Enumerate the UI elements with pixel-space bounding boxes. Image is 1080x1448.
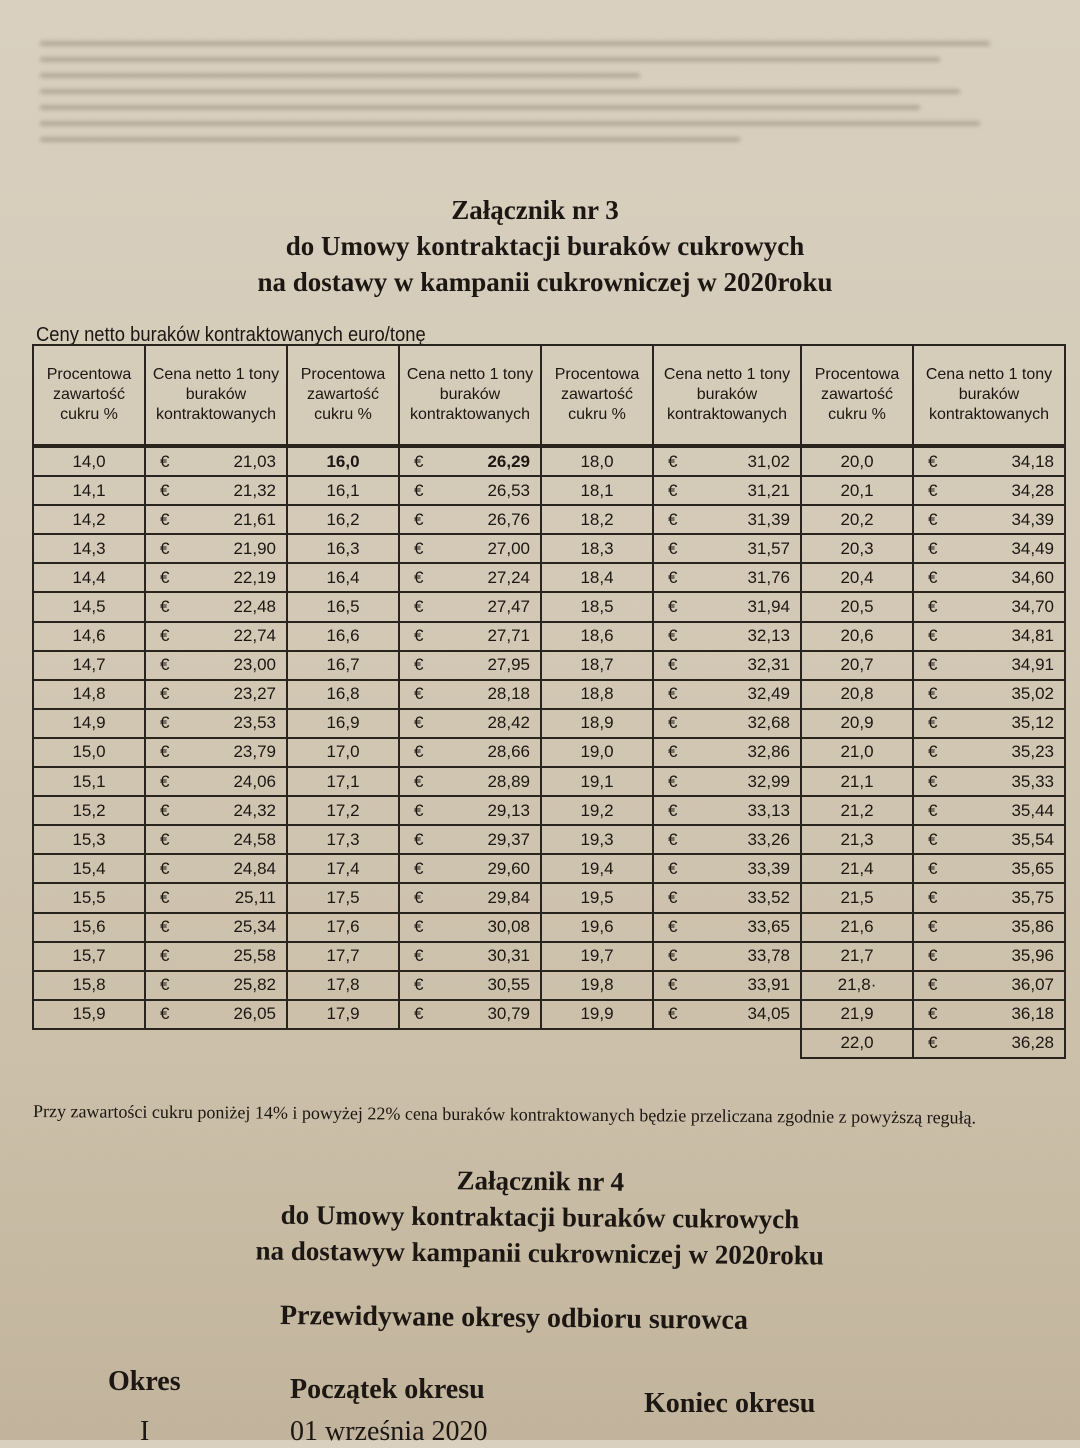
price-cell: 34,49 [966, 534, 1065, 563]
price-cell: 36,07 [966, 971, 1065, 1000]
price-cell: 24,84 [194, 854, 287, 883]
price-cell: 26,76 [448, 505, 541, 534]
percent-cell: 17,8 [287, 971, 399, 1000]
euro-icon: € [913, 476, 966, 505]
percent-cell: 15,4 [33, 854, 145, 883]
percent-cell: 19,7 [541, 942, 653, 971]
price-cell: 34,70 [966, 592, 1065, 621]
euro-icon: € [653, 913, 704, 942]
percent-cell: 20,4 [801, 563, 913, 592]
percent-cell: 20,5 [801, 592, 913, 621]
euro-icon: € [653, 709, 704, 738]
price-cell: 35,02 [966, 680, 1065, 709]
euro-icon: € [399, 1000, 448, 1029]
table-row [33, 476, 1065, 505]
percent-cell: 20,8 [801, 680, 913, 709]
percent-cell: 21,4 [801, 854, 913, 883]
euro-icon: € [145, 476, 194, 505]
table-row [33, 883, 1065, 912]
euro-icon: € [145, 534, 194, 563]
percent-cell: 17,9 [287, 1000, 399, 1029]
price-cell: 24,32 [194, 796, 287, 825]
percent-cell: 14,5 [33, 592, 145, 621]
euro-icon: € [145, 651, 194, 680]
price-cell: 28,42 [448, 709, 541, 738]
percent-cell: 14,4 [33, 563, 145, 592]
table-row [33, 622, 1065, 651]
percent-cell: 18,5 [541, 592, 653, 621]
euro-icon: € [653, 796, 704, 825]
percent-cell: 16,2 [287, 505, 399, 534]
percent-cell: 20,9 [801, 709, 913, 738]
euro-icon: € [913, 563, 966, 592]
euro-icon: € [145, 971, 194, 1000]
euro-icon: € [913, 534, 966, 563]
percent-cell: 18,4 [541, 563, 653, 592]
price-cell: 26,53 [448, 476, 541, 505]
euro-icon: € [145, 1000, 194, 1029]
table-row [33, 534, 1065, 563]
euro-icon: € [145, 942, 194, 971]
euro-icon: € [145, 446, 194, 476]
percent-cell: 19,9 [541, 1000, 653, 1029]
annex3-line3: na dostawy w kampanii cukrowniczej w 2020roku [257, 267, 833, 297]
price-cell: 35,75 [966, 883, 1065, 912]
price-cell: 32,86 [704, 738, 801, 767]
percent-cell: 15,1 [33, 767, 145, 796]
euro-icon: € [653, 942, 704, 971]
euro-icon: € [913, 1029, 966, 1058]
euro-icon: € [653, 446, 704, 476]
price-cell: 21,03 [194, 446, 287, 476]
percent-cell: 22,0 [801, 1029, 913, 1058]
percent-cell: 16,6 [287, 622, 399, 651]
empty-cell [33, 1029, 287, 1058]
column-period: Okres [108, 1366, 181, 1397]
percent-cell: 14,8 [33, 680, 145, 709]
price-cell: 33,13 [704, 796, 801, 825]
percent-cell: 15,2 [33, 796, 145, 825]
note-text: Przy zawartości cukru poniżej 14% i powyżej 22% cena buraków kontraktowanych będzie przeliczana zgodnie z powyższą regułą. [32, 1101, 977, 1128]
percent-cell: 14,6 [33, 622, 145, 651]
price-cell: 26,29 [448, 446, 541, 476]
price-table [32, 344, 1066, 1059]
euro-icon: € [399, 913, 448, 942]
euro-icon: € [653, 622, 704, 651]
percent-cell: 15,6 [33, 913, 145, 942]
percent-cell: 14,9 [33, 709, 145, 738]
table-row [33, 825, 1065, 854]
annex4-title: Załącznik nr 4 [456, 1165, 625, 1197]
price-cell: 32,49 [704, 680, 801, 709]
euro-icon: € [399, 680, 448, 709]
column-end: Koniec okresu [644, 1388, 816, 1419]
price-cell: 27,24 [448, 563, 541, 592]
percent-cell: 15,5 [33, 883, 145, 912]
euro-icon: € [399, 592, 448, 621]
euro-icon: € [399, 796, 448, 825]
percent-cell: 16,5 [287, 592, 399, 621]
percent-cell: 14,1 [33, 476, 145, 505]
euro-icon: € [145, 592, 194, 621]
price-cell: 35,12 [966, 709, 1065, 738]
price-cell: 23,27 [194, 680, 287, 709]
percent-cell: 16,0 [287, 446, 399, 476]
percent-cell: 21,8· [801, 971, 913, 1000]
percent-cell: 20,6 [801, 622, 913, 651]
percent-cell: 19,5 [541, 883, 653, 912]
price-cell: 31,39 [704, 505, 801, 534]
price-cell: 31,21 [704, 476, 801, 505]
percent-cell: 16,3 [287, 534, 399, 563]
price-cell: 34,60 [966, 563, 1065, 592]
euro-icon: € [913, 651, 966, 680]
percent-cell: 17,2 [287, 796, 399, 825]
percent-cell: 17,6 [287, 913, 399, 942]
price-cell: 36,18 [966, 1000, 1065, 1029]
price-cell: 23,79 [194, 738, 287, 767]
price-cell: 35,33 [966, 767, 1065, 796]
percent-cell: 17,0 [287, 738, 399, 767]
euro-icon: € [145, 883, 194, 912]
percent-cell: 15,7 [33, 942, 145, 971]
column-start: Początek okresu [290, 1374, 485, 1405]
price-cell: 24,58 [194, 825, 287, 854]
euro-icon: € [145, 563, 194, 592]
price-cell: 23,53 [194, 709, 287, 738]
price-cell: 21,32 [194, 476, 287, 505]
euro-icon: € [399, 534, 448, 563]
price-cell: 29,84 [448, 883, 541, 912]
empty-cell [287, 1029, 541, 1058]
percent-cell: 18,8 [541, 680, 653, 709]
euro-icon: € [653, 563, 704, 592]
euro-icon: € [913, 680, 966, 709]
percent-cell: 21,7 [801, 942, 913, 971]
price-cell: 27,47 [448, 592, 541, 621]
percent-cell: 20,2 [801, 505, 913, 534]
annex3-title: Załącznik nr 3 [451, 195, 619, 225]
euro-icon: € [399, 767, 448, 796]
price-cell: 30,79 [448, 1000, 541, 1029]
table-row [33, 971, 1065, 1000]
price-cell: 29,13 [448, 796, 541, 825]
percent-cell: 18,6 [541, 622, 653, 651]
price-cell: 35,86 [966, 913, 1065, 942]
euro-icon: € [653, 476, 704, 505]
price-cell: 36,28 [966, 1029, 1065, 1058]
percent-cell: 21,2 [801, 796, 913, 825]
percent-cell: 16,9 [287, 709, 399, 738]
price-cell: 31,57 [704, 534, 801, 563]
table-row [33, 942, 1065, 971]
euro-icon: € [913, 622, 966, 651]
percent-cell: 18,2 [541, 505, 653, 534]
price-cell: 33,26 [704, 825, 801, 854]
table-row [33, 709, 1065, 738]
percent-cell: 20,7 [801, 651, 913, 680]
price-cell: 34,39 [966, 505, 1065, 534]
percent-cell: 17,7 [287, 942, 399, 971]
percent-cell: 16,1 [287, 476, 399, 505]
price-cell: 34,28 [966, 476, 1065, 505]
price-cell: 33,91 [704, 971, 801, 1000]
price-cell: 35,96 [966, 942, 1065, 971]
euro-icon: € [913, 592, 966, 621]
euro-icon: € [399, 825, 448, 854]
euro-icon: € [653, 505, 704, 534]
price-cell: 33,52 [704, 883, 801, 912]
annex4-line2: do Umowy kontraktacji buraków cukrowych [280, 1199, 800, 1235]
percent-cell: 17,5 [287, 883, 399, 912]
euro-icon: € [145, 825, 194, 854]
price-cell: 34,05 [704, 1000, 801, 1029]
percent-cell: 19,3 [541, 825, 653, 854]
percent-cell: 17,4 [287, 854, 399, 883]
price-cell: 31,94 [704, 592, 801, 621]
price-cell: 28,89 [448, 767, 541, 796]
euro-icon: € [913, 505, 966, 534]
price-cell: 29,60 [448, 854, 541, 883]
euro-icon: € [399, 651, 448, 680]
euro-icon: € [145, 680, 194, 709]
table-row [33, 767, 1065, 796]
start-value: 01 września 2020 [290, 1416, 488, 1447]
euro-icon: € [913, 738, 966, 767]
table-row [33, 505, 1065, 534]
euro-icon: € [913, 913, 966, 942]
price-cell: 30,08 [448, 913, 541, 942]
price-cell: 29,37 [448, 825, 541, 854]
percent-cell: 17,1 [287, 767, 399, 796]
percent-cell: 21,3 [801, 825, 913, 854]
euro-icon: € [399, 942, 448, 971]
percent-cell: 17,3 [287, 825, 399, 854]
percent-cell: 19,1 [541, 767, 653, 796]
euro-icon: € [913, 446, 966, 476]
price-cell: 35,23 [966, 738, 1065, 767]
price-cell: 33,65 [704, 913, 801, 942]
price-cell: 22,74 [194, 622, 287, 651]
percent-cell: 15,8 [33, 971, 145, 1000]
euro-icon: € [399, 971, 448, 1000]
euro-icon: € [653, 854, 704, 883]
percent-cell: 20,1 [801, 476, 913, 505]
price-cell: 31,02 [704, 446, 801, 476]
percent-cell: 18,0 [541, 446, 653, 476]
header-price: Cena netto 1 tony buraków kontraktowanych [145, 345, 287, 446]
percent-cell: 14,3 [33, 534, 145, 563]
price-cell: 25,34 [194, 913, 287, 942]
annex4-line3: na dostawyw kampanii cukrowniczej w 2020roku [255, 1235, 824, 1271]
price-cell: 21,61 [194, 505, 287, 534]
percent-cell: 16,7 [287, 651, 399, 680]
table-caption: Ceny netto buraków kontraktowanych euro/tonę [36, 324, 426, 346]
percent-cell: 15,9 [33, 1000, 145, 1029]
percent-cell: 16,8 [287, 680, 399, 709]
euro-icon: € [399, 854, 448, 883]
euro-icon: € [913, 883, 966, 912]
euro-icon: € [399, 476, 448, 505]
header-percent: Procentowa zawartość cukru % [541, 345, 653, 446]
euro-icon: € [653, 680, 704, 709]
price-cell: 35,44 [966, 796, 1065, 825]
table-row [33, 796, 1065, 825]
price-cell: 32,99 [704, 767, 801, 796]
price-cell: 28,18 [448, 680, 541, 709]
euro-icon: € [399, 446, 448, 476]
euro-icon: € [913, 854, 966, 883]
table-row [33, 592, 1065, 621]
table-header-row [33, 345, 1065, 446]
table-row [33, 913, 1065, 942]
euro-icon: € [653, 825, 704, 854]
euro-icon: € [653, 738, 704, 767]
euro-icon: € [399, 563, 448, 592]
percent-cell: 20,0 [801, 446, 913, 476]
euro-icon: € [399, 622, 448, 651]
table-row [33, 854, 1065, 883]
euro-icon: € [399, 883, 448, 912]
price-cell: 32,31 [704, 651, 801, 680]
percent-cell: 19,0 [541, 738, 653, 767]
euro-icon: € [913, 942, 966, 971]
annex4-heading [0, 1158, 1080, 1275]
euro-icon: € [145, 767, 194, 796]
percent-cell: 21,9 [801, 1000, 913, 1029]
price-cell: 26,05 [194, 1000, 287, 1029]
annex3-heading [0, 192, 1075, 300]
period-value: I [140, 1416, 150, 1447]
percent-cell: 19,6 [541, 913, 653, 942]
euro-icon: € [399, 738, 448, 767]
euro-icon: € [145, 622, 194, 651]
header-price: Cena netto 1 tony buraków kontraktowanych [653, 345, 801, 446]
price-cell: 35,65 [966, 854, 1065, 883]
percent-cell: 14,7 [33, 651, 145, 680]
percent-cell: 18,3 [541, 534, 653, 563]
percent-cell: 18,7 [541, 651, 653, 680]
percent-cell: 21,5 [801, 883, 913, 912]
euro-icon: € [653, 651, 704, 680]
price-cell: 27,00 [448, 534, 541, 563]
table-row [33, 1000, 1065, 1029]
percent-cell: 21,1 [801, 767, 913, 796]
price-cell: 27,71 [448, 622, 541, 651]
header-price: Cena netto 1 tony buraków kontraktowanych [913, 345, 1065, 446]
percent-cell: 19,4 [541, 854, 653, 883]
price-cell: 25,58 [194, 942, 287, 971]
percent-cell: 18,9 [541, 709, 653, 738]
percent-cell: 16,4 [287, 563, 399, 592]
table-row [33, 738, 1065, 767]
euro-icon: € [653, 534, 704, 563]
price-cell: 28,66 [448, 738, 541, 767]
euro-icon: € [653, 592, 704, 621]
price-cell: 34,18 [966, 446, 1065, 476]
price-cell: 30,55 [448, 971, 541, 1000]
header-percent: Procentowa zawartość cukru % [33, 345, 145, 446]
euro-icon: € [145, 854, 194, 883]
euro-icon: € [653, 1000, 704, 1029]
annex4-subtitle: Przewidywane okresy odbioru surowca [279, 1300, 749, 1336]
euro-icon: € [145, 913, 194, 942]
euro-icon: € [653, 883, 704, 912]
euro-icon: € [913, 1000, 966, 1029]
euro-icon: € [145, 709, 194, 738]
price-cell: 30,31 [448, 942, 541, 971]
price-cell: 25,11 [194, 883, 287, 912]
price-cell: 35,54 [966, 825, 1065, 854]
euro-icon: € [653, 767, 704, 796]
percent-cell: 15,3 [33, 825, 145, 854]
header-percent: Procentowa zawartość cukru % [287, 345, 399, 446]
euro-icon: € [145, 505, 194, 534]
euro-icon: € [145, 796, 194, 825]
table-row [33, 651, 1065, 680]
price-cell: 32,68 [704, 709, 801, 738]
euro-icon: € [145, 738, 194, 767]
price-cell: 34,81 [966, 622, 1065, 651]
percent-cell: 15,0 [33, 738, 145, 767]
percent-cell: 20,3 [801, 534, 913, 563]
price-cell: 25,82 [194, 971, 287, 1000]
euro-icon: € [913, 709, 966, 738]
header-percent: Procentowa zawartość cukru % [801, 345, 913, 446]
percent-cell: 14,2 [33, 505, 145, 534]
price-cell: 34,91 [966, 651, 1065, 680]
price-cell: 32,13 [704, 622, 801, 651]
percent-cell: 21,0 [801, 738, 913, 767]
percent-cell: 19,8 [541, 971, 653, 1000]
percent-cell: 18,1 [541, 476, 653, 505]
euro-icon: € [653, 971, 704, 1000]
table-row [33, 680, 1065, 709]
euro-icon: € [399, 505, 448, 534]
percent-cell: 14,0 [33, 446, 145, 476]
price-cell: 24,06 [194, 767, 287, 796]
price-cell: 31,76 [704, 563, 801, 592]
annex3-line2: do Umowy kontraktacji buraków cukrowych [285, 231, 805, 261]
empty-cell [541, 1029, 801, 1058]
price-cell: 23,00 [194, 651, 287, 680]
price-cell: 27,95 [448, 651, 541, 680]
euro-icon: € [913, 825, 966, 854]
table-row [33, 1029, 1065, 1058]
euro-icon: € [913, 971, 966, 1000]
euro-icon: € [913, 796, 966, 825]
percent-cell: 19,2 [541, 796, 653, 825]
bleed-through-text [40, 30, 1040, 190]
euro-icon: € [913, 767, 966, 796]
table-row [33, 446, 1065, 476]
price-cell: 33,39 [704, 854, 801, 883]
euro-icon: € [399, 709, 448, 738]
price-cell: 21,90 [194, 534, 287, 563]
price-cell: 22,48 [194, 592, 287, 621]
price-cell: 22,19 [194, 563, 287, 592]
table-row [33, 563, 1065, 592]
percent-cell: 21,6 [801, 913, 913, 942]
header-price: Cena netto 1 tony buraków kontraktowanych [399, 345, 541, 446]
price-cell: 33,78 [704, 942, 801, 971]
